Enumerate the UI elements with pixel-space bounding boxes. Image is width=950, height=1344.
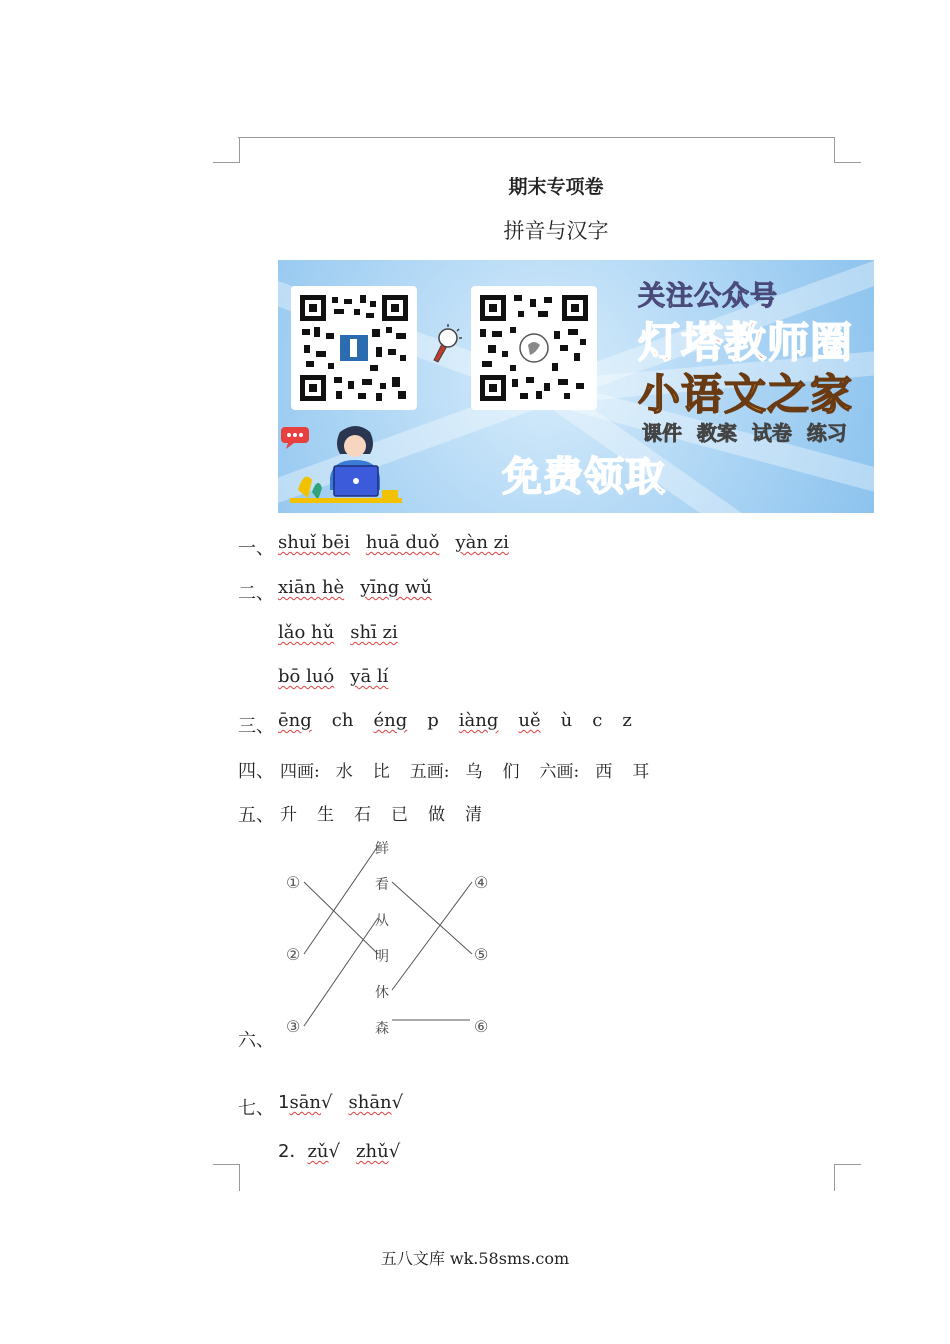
match-line <box>304 882 378 954</box>
q4-label: 四、 <box>238 761 274 782</box>
crop-mark-bottom-left <box>213 1164 240 1191</box>
hanzi-answer: 耳 <box>632 762 650 782</box>
pinyin-answer: bō luó <box>278 666 335 687</box>
middle-character: 休 <box>375 985 389 1001</box>
pinyin-answer: yā lí <box>350 666 389 687</box>
left-number: ② <box>286 945 301 964</box>
q3-answers <box>278 710 632 731</box>
pinyin-answer: zhǔ <box>356 1141 389 1162</box>
pinyin-answer: uě <box>518 710 541 731</box>
left-number: ③ <box>286 1017 301 1036</box>
right-number: ⑥ <box>474 1017 489 1036</box>
sub-number: 2． <box>278 1141 308 1162</box>
hanzi-answer: 西 <box>595 762 613 782</box>
hanzi-answer: 比 <box>372 762 390 782</box>
right-number: ⑤ <box>474 945 489 964</box>
q1-label: 一、 <box>238 538 274 559</box>
pinyin-answer: shān <box>348 1092 392 1113</box>
stroke-group-label: 四画: <box>280 762 320 782</box>
q5-label: 五、 <box>238 805 274 826</box>
check-mark-icon: √ <box>388 1141 401 1162</box>
pinyin-answer: yīng wǔ <box>360 577 432 598</box>
banner-categories: 课件 教案 试卷 练习 <box>642 421 847 445</box>
q5-answers <box>280 800 482 825</box>
match-line <box>304 846 378 954</box>
pinyin-answer: ch <box>331 710 354 731</box>
q4-answers <box>280 757 649 782</box>
pinyin-answer: z <box>622 710 632 731</box>
q3-label: 三、 <box>238 716 274 737</box>
pinyin-answer: sān <box>289 1092 322 1113</box>
teacher-laptop-icon <box>290 420 402 510</box>
q2-row-2 <box>278 622 398 643</box>
banner-brand-1: 灯塔教师圈 <box>638 318 854 367</box>
banner-free-button[interactable]: 免费领取 <box>502 454 666 500</box>
middle-character: 从 <box>375 913 389 929</box>
hanzi-answer: 乌 <box>465 762 483 782</box>
q7-label: 七、 <box>238 1098 274 1119</box>
check-mark-icon: √ <box>321 1092 333 1113</box>
check-mark-icon: √ <box>328 1141 341 1162</box>
pinyin-answer: ù <box>560 710 573 731</box>
pinyin-answer: huā duǒ <box>365 532 440 553</box>
q7-row-1 <box>278 1092 403 1113</box>
q1-answers <box>278 532 509 553</box>
pinyin-answer: lǎo hǔ <box>278 622 335 643</box>
hanzi-answer: 清 <box>465 805 482 825</box>
pinyin-answer: c <box>592 710 603 731</box>
hanzi-answer: 生 <box>317 805 334 825</box>
q6-label: 六、 <box>238 1030 274 1051</box>
middle-character: 鲜 <box>375 841 389 857</box>
hanzi-answer: 升 <box>280 805 297 825</box>
pinyin-answer: yàn zi <box>455 532 509 553</box>
middle-character: 森 <box>375 1021 389 1037</box>
matching-lines <box>280 836 500 1046</box>
hanzi-answer: 做 <box>428 805 445 825</box>
left-number: ① <box>286 873 301 892</box>
banner-brand-2: 小语文之家 <box>638 370 854 419</box>
middle-character: 看 <box>375 877 389 893</box>
crop-mark-top-right <box>834 137 861 163</box>
banner-follow-text: 关注公众号 <box>638 281 778 312</box>
match-line <box>392 882 472 990</box>
promo-banner[interactable] <box>278 260 874 513</box>
match-line <box>392 882 472 954</box>
q2-row-1 <box>278 577 432 598</box>
pinyin-answer: shuǐ bēi <box>278 532 350 553</box>
hanzi-answer: 石 <box>354 805 371 825</box>
right-number: ④ <box>474 873 489 892</box>
page-title: 期末专项卷 <box>508 176 604 198</box>
middle-character: 明 <box>375 949 389 965</box>
hanzi-answer: 们 <box>502 762 520 782</box>
pinyin-answer: p <box>427 710 439 731</box>
qr-code-icon[interactable] <box>291 286 417 410</box>
pinyin-answer: xiān hè <box>278 577 345 598</box>
hanzi-answer: 已 <box>391 805 408 825</box>
page-subtitle: 拼音与汉字 <box>503 219 609 243</box>
stroke-group-label: 五画: <box>409 762 450 782</box>
pinyin-answer: éng <box>373 710 408 731</box>
crop-mark-top-line <box>238 137 835 138</box>
pinyin-answer: zǔ <box>307 1141 329 1162</box>
qr-code-icon[interactable] <box>471 286 597 410</box>
lightbulb-icon <box>428 322 464 370</box>
pinyin-answer: iàng <box>458 710 499 731</box>
crop-mark-bottom-right <box>834 1164 861 1191</box>
crop-mark-top-left <box>213 137 240 163</box>
match-line <box>304 918 378 1026</box>
q7-row-2 <box>278 1137 400 1163</box>
footer-watermark: 五八文库 wk.58sms.com <box>380 1249 570 1268</box>
pinyin-answer: shī zi <box>350 622 398 643</box>
sub-number: 1 <box>278 1092 290 1113</box>
q2-label: 二、 <box>238 583 274 604</box>
q2-row-3 <box>278 666 388 687</box>
pinyin-answer: ēng <box>278 710 312 731</box>
hanzi-answer: 水 <box>335 762 353 782</box>
stroke-group-label: 六画: <box>539 762 580 782</box>
check-mark-icon: √ <box>391 1092 404 1113</box>
